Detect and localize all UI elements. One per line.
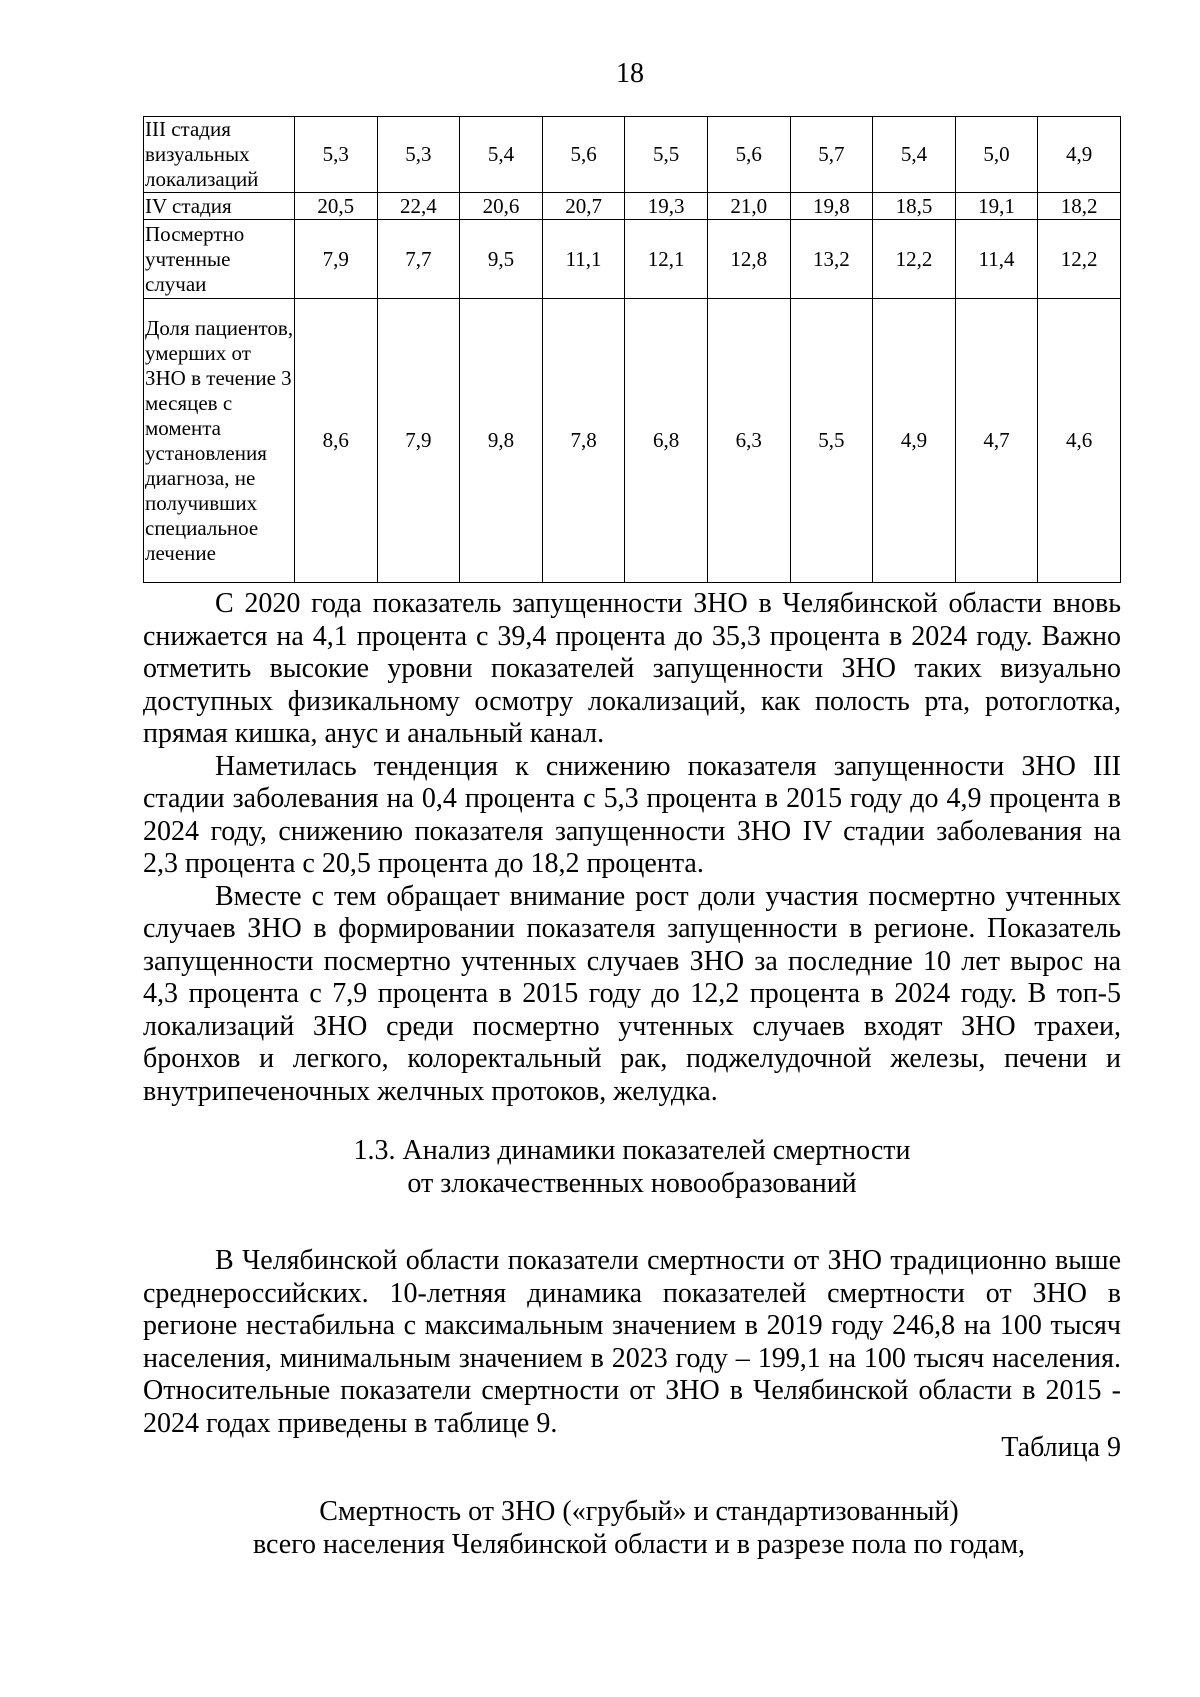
table-cell: 11,1 bbox=[542, 220, 625, 299]
table-cell: 9,8 bbox=[460, 299, 543, 583]
table-cell: 8,6 bbox=[295, 299, 378, 583]
table-cell: 5,7 bbox=[790, 117, 873, 193]
table-cell: 19,1 bbox=[955, 193, 1038, 220]
table-cell: 18,2 bbox=[1038, 193, 1121, 220]
table-cell: 12,1 bbox=[625, 220, 708, 299]
table-cell: 21,0 bbox=[707, 193, 790, 220]
table-cell: 19,8 bbox=[790, 193, 873, 220]
row-label: IV стадия bbox=[144, 193, 295, 220]
table-row bbox=[144, 117, 1121, 193]
table-cell: 5,3 bbox=[377, 117, 460, 193]
paragraph: Наметилась тенденция к снижению показателя запущенности ЗНО III стадии заболевания на 0,4 процента с 5,3 процента в 2015 году до 4,9 процента в 2024 году, снижению показателя запущенности ЗНО IV стадии заболевания на 2,3 процента с 20,5 процента до 18,2 процента. bbox=[143, 750, 1121, 879]
table-cell: 18,5 bbox=[873, 193, 956, 220]
table-cell: 7,9 bbox=[377, 299, 460, 583]
row-label: Доля пациентов, умерших от ЗНО в течение 3 месяцев с момента установления диагноза, не получивших специальное лечение bbox=[144, 299, 295, 583]
table-cell: 11,4 bbox=[955, 220, 1038, 299]
table-cell: 6,3 bbox=[707, 299, 790, 583]
table-cell: 4,7 bbox=[955, 299, 1038, 583]
paragraph: С 2020 года показатель запущенности ЗНО в Челябинской области вновь снижается на 4,1 процента с 39,4 процента до 35,3 процента в 2024 году. Важно отметить высокие уровни показателей запущенности ЗНО таких визуально доступных физикальному осмотру локализаций, как полость рта, ротоглотка, прямая кишка, анус и анальный канал. bbox=[143, 588, 1121, 749]
page-number: 18 bbox=[616, 58, 644, 89]
section-heading-line: от злокачественных новообразований bbox=[407, 1167, 857, 1199]
table-title-line: Смертность от ЗНО («грубый» и стандартизованный) bbox=[319, 1496, 959, 1527]
table-cell: 4,6 bbox=[1038, 299, 1121, 583]
table-cell: 5,6 bbox=[707, 117, 790, 193]
table-cell: 20,5 bbox=[295, 193, 378, 220]
stats-table bbox=[143, 116, 1121, 583]
table-cell: 6,8 bbox=[625, 299, 708, 583]
table-cell: 5,4 bbox=[460, 117, 543, 193]
table-cell: 4,9 bbox=[1038, 117, 1121, 193]
table-cell: 12,2 bbox=[1038, 220, 1121, 299]
table-cell: 4,9 bbox=[873, 299, 956, 583]
body-text-block-1 bbox=[143, 588, 1121, 1108]
table-cell: 7,8 bbox=[542, 299, 625, 583]
table-cell: 20,6 bbox=[460, 193, 543, 220]
table-row bbox=[144, 193, 1121, 220]
paragraph: Вместе с тем обращает внимание рост доли участия посмертно учтенных случаев ЗНО в формировании показателя запущенности в регионе. Показатель запущенности посмертно учтенных случаев ЗНО за последние 10 лет вырос на 4,3 процента с 7,9 процента в 2015 году до 12,2 процента в 2024 году. В топ-5 локализаций ЗНО среди посмертно учтенных случаев входят ЗНО трахеи, бронхов и легкого, колоректальный рак, поджелудочной железы, печени и внутрипеченочных желчных протоков, желудка. bbox=[143, 880, 1121, 1107]
section-heading-line: 1.3. Анализ динамики показателей смертности bbox=[353, 1135, 911, 1166]
table-cell: 5,3 bbox=[295, 117, 378, 193]
table-cell: 5,5 bbox=[790, 299, 873, 583]
table-cell: 13,2 bbox=[790, 220, 873, 299]
row-label: III стадия визуальных локализаций bbox=[144, 117, 295, 193]
table-cell: 12,8 bbox=[707, 220, 790, 299]
table-title bbox=[150, 1496, 1128, 1561]
body-text-block-2 bbox=[143, 1245, 1121, 1440]
table-cell: 5,5 bbox=[625, 117, 708, 193]
table-title-line: всего населения Челябинской области и в разрезе пола по годам, bbox=[252, 1528, 1026, 1560]
table-cell: 5,6 bbox=[542, 117, 625, 193]
table-cell: 19,3 bbox=[625, 193, 708, 220]
row-label: Посмертно учтенные случаи bbox=[144, 220, 295, 299]
table-cell: 7,7 bbox=[377, 220, 460, 299]
table-cell: 9,5 bbox=[460, 220, 543, 299]
table-row bbox=[144, 299, 1121, 583]
table-row bbox=[144, 220, 1121, 299]
table-cell: 7,9 bbox=[295, 220, 378, 299]
table-cell: 20,7 bbox=[542, 193, 625, 220]
table-label: Таблица 9 bbox=[1001, 1432, 1121, 1463]
table-cell: 22,4 bbox=[377, 193, 460, 220]
section-heading bbox=[143, 1135, 1121, 1200]
table-cell: 5,0 bbox=[955, 117, 1038, 193]
table-cell: 12,2 bbox=[873, 220, 956, 299]
table-cell: 5,4 bbox=[873, 117, 956, 193]
paragraph: В Челябинской области показатели смертности от ЗНО традиционно выше среднероссийских. 10-летняя динамика показателей смертности от ЗНО в регионе нестабильна с максимальным значением в 2019 году 246,8 на 100 тысяч населения, минимальным значением в 2023 году – 199,1 на 100 тысяч населения. Относительные показатели смертности от ЗНО в Челябинской области в 2015 - 2024 годах приведены в таблице 9. bbox=[143, 1245, 1121, 1439]
